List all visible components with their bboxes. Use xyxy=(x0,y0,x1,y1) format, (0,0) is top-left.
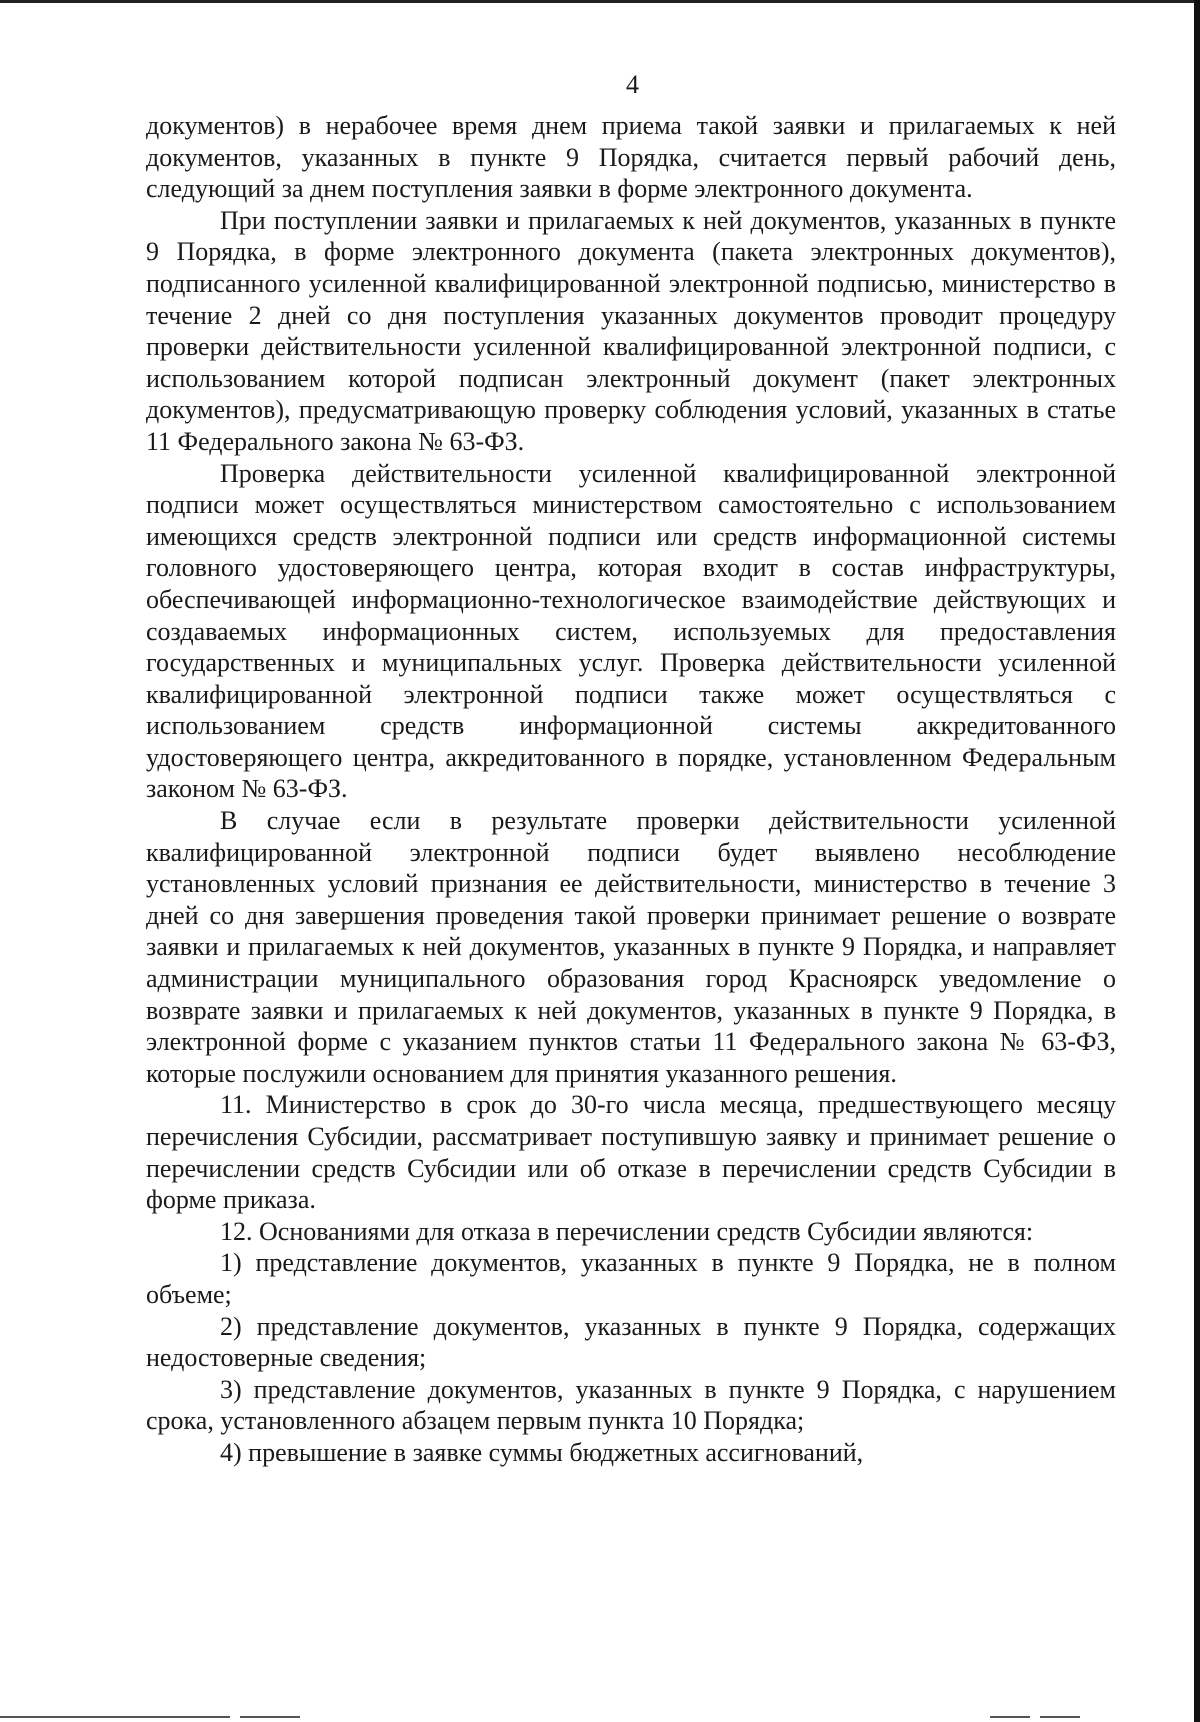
list-item: 3) представление документов, указанных в пункте 9 Порядка, с нарушением срока, установленного абзацем первым пункта 10 Порядка; xyxy=(146,1374,1116,1436)
paragraph: документов) в нерабочее время днем приема такой заявки и прилагаемых к ней документов, указанных в пункте 9 Порядка, считается первый рабочий день, следующий за днем поступления заявки в форме электронного документа. xyxy=(146,111,1116,204)
scan-bottom-marks xyxy=(0,1712,1200,1718)
list-item: 4) превышение в заявке суммы бюджетных ассигнований, xyxy=(220,1437,864,1467)
paragraph: В случае если в результате проверки действительности усиленной квалифицированной электронной подписи будет выявлено несоблюдение установленных условий признания ее действительности, министерство в течение 3 дней со дня завершения проведения такой проверки принимает решение о возврате заявки и прилагаемых к ней документов, указанных в пункте 9 Порядка, и направляет администрации муниципального образования город Красноярск уведомление о возврате заявки и прилагаемых к ней документов, указанных в пункте 9 Порядка, в электронной форме с указанием пунктов статьи 11 Федерального закона № 63-ФЗ, которые послужили основанием для принятия указанного решения. xyxy=(146,806,1116,1088)
document-body xyxy=(146,110,1116,1469)
paragraph: Проверка действительности усиленной квалифицированной электронной подписи может осуществляться министерством самостоятельно с использованием имеющихся средств электронной подписи или средств информационной системы головного удостоверяющего центра, которая входит в состав инфраструктуры, обеспечивающей информационно-технологическое взаимодействие действующих и создаваемых информационных систем, используемых для предоставления государственных и муниципальных услуг. Проверка действительности усиленной квалифицированной электронной подписи также может осуществляться с использованием средств информационной системы аккредитованного удостоверяющего центра, аккредитованного в порядке, установленном Федеральным законом № 63-ФЗ. xyxy=(146,458,1116,804)
page-number: 4 xyxy=(626,70,639,99)
scan-top-edge xyxy=(0,0,1200,3)
paragraph-clause-11: 11. Министерство в срок до 30-го числа месяца, предшествующего месяцу перечисления Субсидии, рассматривает поступившую заявку и принимает решение о перечислении средств Субсидии или об отказе в перечислении средств Субсидии в форме приказа. xyxy=(146,1090,1116,1215)
paragraph-clause-12: 12. Основаниями для отказа в перечислении средств Субсидии являются: xyxy=(220,1216,1034,1246)
list-item: 1) представление документов, указанных в пункте 9 Порядка, не в полном объеме; xyxy=(146,1248,1116,1309)
scan-right-edge xyxy=(1194,0,1200,1722)
paragraph: При поступлении заявки и прилагаемых к ней документов, указанных в пункте 9 Порядка, в форме электронного документа (пакета электронных документов), подписанного усиленной квалифицированной электронной подписью, министерство в течение 2 дней со дня поступления указанных документов проводит процедуру проверки действительности усиленной квалифицированной электронной подписи, с использованием которой подписан электронный документ (пакет электронных документов), предусматривающую проверку соблюдения условий, указанных в статье 11 Федерального закона № 63-ФЗ. xyxy=(146,205,1116,456)
list-item: 2) представление документов, указанных в пункте 9 Порядка, содержащих недостоверные сведения; xyxy=(146,1311,1116,1373)
